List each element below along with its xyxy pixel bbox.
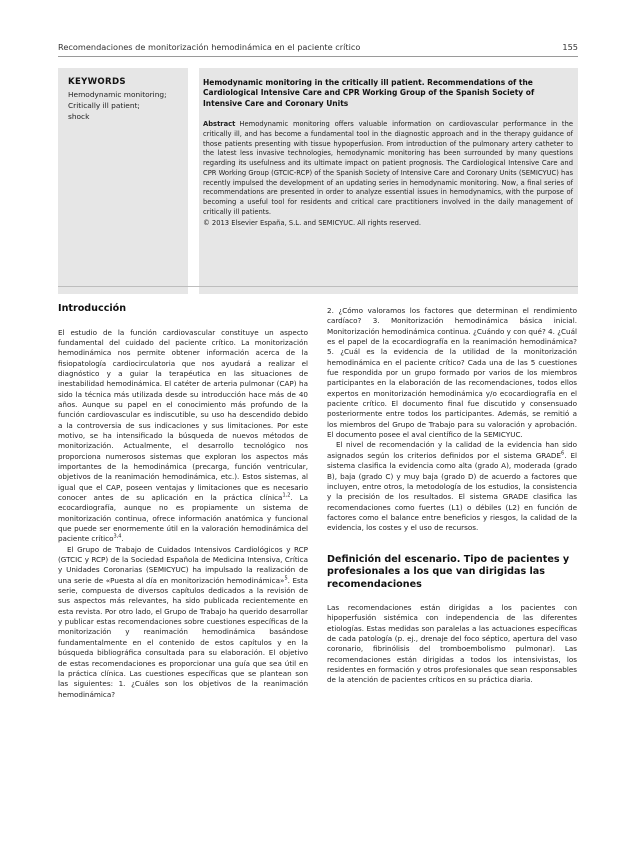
section-heading-introduccion: Introducción bbox=[58, 303, 127, 314]
abstract-heading: Hemodynamic monitoring in the critically ill patient. Recommendations of the Cardiological Intensive Care and CPR Working Group of the Spanish Society of Intensive Care and Coronary Units bbox=[203, 78, 535, 108]
right-column bbox=[327, 306, 577, 686]
intro-paragraph-2: El Grupo de Trabajo de Cuidados Intensivos Cardiológicos y RCP (GTCIC y RCP) de la Sociedad Española de Medicina Intensiva, Crítica y Unidades Coronarias (SEMICYUC) ha impulsado la realización de una serie de «Puesta al día en monitorización hemodinámica»$^5$. Esta serie, compuesta de diversos capítulos dedicados a la revisión de sus aspectos más relevantes, ha sido publicada recientemente en esta revista. Por otro lado, el Grupo de Trabajo ha querido desarrollar y publicar estas recomendaciones sobre cuestiones específicas de la monitorización y reanimación hemodinámica basándose fundamentalmente en el contenido de estos capítulos y en la búsqueda bibliográfica consultada para su elaboración. El objetivo de estas recomendaciones es proporcionar una guía que sea útil en la práctica clínica. Las cuestiones específicas que se plantean son las siguientes: 1. ¿Cuáles son los objetivos de la reanimación hemodinámica? bbox=[58, 544, 308, 699]
citation-ref[interactable]: 1,2 bbox=[282, 492, 291, 499]
citation-ref[interactable]: 3,4 bbox=[113, 533, 122, 540]
keyword-item: Hemodynamic monitoring; bbox=[68, 90, 167, 99]
keywords-list bbox=[68, 90, 184, 122]
intro-paragraph-1: El estudio de la función cardiovascular constituye un aspecto fundamental del cuidado del paciente crítico. La monitorización hemodinámica nos permite obtener información acerca de la fisiopatología cardiocirculatoria que nos ayudará a realizar el diagnóstico y a guiar la terapéutica en las situaciones de inestabilidad hemodinámica. El catéter de arteria pulmonar (CAP) ha sido la técnica más utilizada desde su introducción hace más de 40 años. Aunque su papel en el conocimiento más profundo de la función cardiovascular es indiscutible, su uso ha descendido debido a la controversia de sus indicaciones y sus limitaciones. Por este motivo, se ha intensificado la búsqueda de nuevos métodos de monitorización. Actualmente, el desarrollo tecnológico nos proporciona numerosos sistemas que exploran los aspectos más importantes de la hemodinámica (precarga, función ventricular, objetivos de la reanimación hemodinámica, etc.). Estos sistemas, al igual que el CAP, poseen ventajas y limitaciones que es necesario conocer antes de su aplicación en la práctica clínica$^{1,2}$. La ecocardiografía, aunque no es propiamente un sistema de monitorización continua, ofrece información anatómica y funcional que puede ser enormemente útil en la valoración hemodinámica del paciente crítico$^{3,4}$. bbox=[58, 327, 308, 544]
abstract-copyright: © 2013 Elsevier España, S.L. and SEMICYUC. All rights reserved. bbox=[203, 218, 422, 227]
abstract-text: Hemodynamic monitoring offers valuable information on cardiovascular performance in the critically ill, and has become a fundamental tool in the diagnostic approach and in the therapy guidance of those patients presenting with tissue hypoperfusion. From introduction of the pulmonary artery catheter to the latest less invasive technologies, hemodynamic monitoring has been surrounded by many questions regarding its usefulness and its ultimate impact on patient prognosis. The Cardiological Intensive Care and CPR Working Group (GTCIC-RCP) of the Spanish Society of Intensive Care and Coronary Units (SEMICYUC) has recently impulsed the development of an updating series in hemodynamic monitoring. Now, a final series of recommendations are presented in order to analyze essential issues in hemodynamics, with the purpose of becoming a useful tool for residents and critical care practitioners involved in the daily management of critically ill patients. bbox=[203, 120, 573, 216]
keyword-item: Critically ill patient; bbox=[68, 100, 140, 110]
page-number: 155 bbox=[562, 42, 578, 52]
header-rule bbox=[58, 56, 578, 57]
running-header bbox=[58, 40, 578, 54]
body-paragraph: Las recomendaciones están dirigidas a los pacientes con hipoperfusión sistémica con independencia de las diferentes etiologías. Estas medidas son paralelas a las actuaciones específicas de cada patología (p. ej., drenaje del foco séptico, apertura del vaso coronario, fibrinólisis del tromboembolismo pulmonar). Las recomendaciones están dirigidas a todos los intensivistas, los residentes en formación y otros profesionales que sean responsables de la atención de pacientes críticos en su práctica diaria. bbox=[327, 603, 577, 685]
abstract-body bbox=[203, 120, 573, 228]
keywords-box bbox=[58, 68, 188, 294]
body-paragraph: El nivel de recomendación y la calidad de la evidencia han sido asignados según los criterios definidos por el sistema GRADE$^6$. El sistema clasifica la evidencia como alta (grado A), moderada (grado B), baja (grado C) y muy baja (grado D) de acuerdo a factores que incluyen, entre otros, la metodología de los estudios, la consistencia y la precisión de los resultados. El sistema GRADE clasifica las recomendaciones como fuertes (L1) o débiles (L2) en función de factores como el balance entre beneficios y riesgos, la calidad de la evidencia, los costes y el uso de recursos. bbox=[327, 440, 577, 533]
running-title: Recomendaciones de monitorización hemodinámica en el paciente crítico bbox=[58, 42, 361, 52]
left-column bbox=[58, 303, 308, 700]
keywords-title: KEYWORDS bbox=[68, 77, 126, 87]
abstract-label: Abstract bbox=[203, 120, 236, 128]
body-paragraph: 2. ¿Cómo valoramos los factores que determinan el rendimiento cardíaco? 3. Monitorización hemodinámica básica inicial. Monitorización hemodinámica continua. ¿Cuándo y con qué? 4. ¿Cuál es el papel de la ecocardiografía en la reanimación hemodinámica? 5. ¿Cuál es la evidencia de la utilidad de la monitorización hemodinámica en el paciente crítico? Cada una de las 5 cuestiones fue respondida por un grupo formado por varios de los miembros participantes en la elaboración de las recomendaciones, todos ellos expertos en monitorización hemodinámica y/o ecocardiografía en el paciente crítico. El documento final fue discutido y consensuado posteriormente entre todos los participantes. Además, se remitió a los miembros del Grupo de Trabajo para su valoración y aprobación. El documento posee el aval científico de la SEMICYUC. bbox=[327, 306, 577, 440]
section-heading-definicion: Definición del escenario. Tipo de pacientes y profesionales a los que van dirigidas las recomendaciones bbox=[327, 553, 570, 590]
abstract-box bbox=[199, 68, 578, 294]
citation-ref[interactable]: 6 bbox=[561, 450, 565, 457]
keyword-item: shock bbox=[68, 111, 90, 121]
abstract-rule bbox=[58, 286, 578, 287]
citation-ref[interactable]: 5 bbox=[284, 575, 288, 582]
